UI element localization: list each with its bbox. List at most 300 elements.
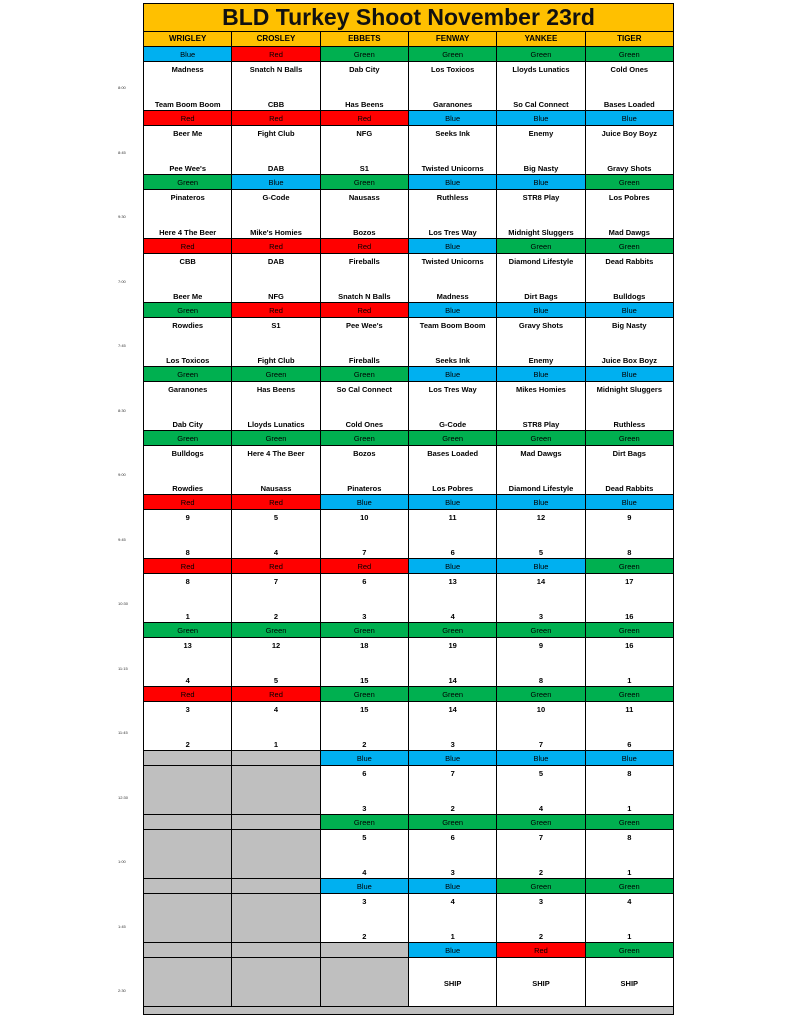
round-time-label: 12:30 [118,794,129,800]
field-header-row [143,32,674,47]
matchup-row [143,254,674,303]
matchup-cell [321,894,409,943]
round-time-label: 9:00 [118,472,126,477]
matchup-row [143,62,674,111]
team-color-cell: Red [321,239,409,254]
round-block [143,751,674,815]
matchup-cell [232,254,320,303]
team-color-cell: Red [144,239,232,254]
home-team: 19 [448,641,457,650]
team-color-cell: Green [321,47,409,62]
matchup-cell [144,62,232,111]
team-color-row [143,751,674,766]
matchup-cell [497,126,585,175]
home-team: 17 [625,577,634,586]
round-block [143,687,674,751]
team-color-cell: Green [497,47,585,62]
matchup-cell [409,894,497,943]
team-color-cell: Blue [409,879,497,894]
matchup-cell [232,446,320,495]
round-block [143,47,674,111]
team-color-cell: Red [144,559,232,574]
away-team: Madness [436,292,469,301]
team-color-cell: Blue [409,751,497,766]
matchup-cell [409,638,497,687]
away-team: 2 [362,932,367,941]
matchup-cell [586,830,674,879]
home-team: 11 [625,705,634,714]
away-team: Rowdies [172,484,204,493]
matchup-cell [144,766,232,815]
team-color-cell: Blue [497,495,585,510]
away-team: 5 [538,548,544,557]
home-team: DAB [267,257,285,266]
matchup-cell [497,446,585,495]
matchup-cell [321,318,409,367]
matchup-row [143,702,674,751]
matchup-cell [586,574,674,623]
home-team: STR8 Play [522,193,560,202]
team-color-cell: Green [497,879,585,894]
matchup-cell [586,510,674,559]
team-color-row [143,175,674,190]
team-color-cell: Green [586,879,674,894]
home-team: Pee Wee's [345,321,383,330]
team-color-cell: Red [497,943,585,958]
home-team: Twisted Unicorns [421,257,484,266]
team-color-row [143,303,674,318]
home-team: Mad Dawgs [520,449,562,458]
away-team: Garanones [433,100,473,109]
matchup-cell [409,446,497,495]
home-team: 11 [448,513,457,522]
round-block [143,175,674,239]
field-header: EBBETS [321,32,409,46]
away-team: 3 [450,740,455,749]
away-team: 2 [362,740,367,749]
home-team: Big Nasty [612,321,647,330]
away-team: Juice Box Boyz [601,356,658,365]
away-team: 6 [627,740,632,749]
away-team: 3 [362,804,367,813]
matchup-cell [321,254,409,303]
team-color-row [143,239,674,254]
matchup-cell [144,574,232,623]
matchup-cell [409,510,497,559]
away-team: 6 [450,548,455,557]
matchup-row [143,830,674,879]
home-team: Seeks Ink [435,129,470,138]
home-team: 7 [450,769,455,778]
home-team: Juice Boy Boyz [601,129,658,138]
team-color-cell: Blue [409,239,497,254]
field-header: FENWAY [409,32,497,46]
away-team: Cold Ones [345,420,384,429]
team-color-cell: Blue [497,559,585,574]
round-time-label: 8:45 [118,149,126,155]
away-team: Fight Club [257,356,295,365]
team-color-cell: Blue [321,879,409,894]
matchup-cell [321,446,409,495]
home-team: 5 [538,769,544,778]
matchup-cell [232,62,320,111]
home-team: Garanones [168,385,208,394]
away-team: Mike's Homies [250,228,302,237]
away-team: Lloyds Lunatics [247,420,305,429]
matchup-cell [144,318,232,367]
away-team: So Cal Connect [513,100,569,109]
matchup-cell [144,382,232,431]
team-color-cell [321,943,409,958]
team-color-cell: Green [586,815,674,830]
away-team: 14 [448,676,457,685]
matchup-cell [321,574,409,623]
team-color-cell: Green [144,431,232,446]
away-team: NFG [268,292,284,301]
matchup-cell [144,702,232,751]
matchup-cell [497,62,585,111]
home-team: Cold Ones [610,65,649,74]
home-team: 7 [538,833,544,842]
ship-label: SHIP [620,978,639,988]
home-team: 8 [627,769,632,778]
home-team: Bozos [353,449,376,458]
matchup-cell [232,830,320,879]
field-header: CROSLEY [232,32,320,46]
team-color-cell: Blue [409,559,497,574]
matchup-cell [144,510,232,559]
team-color-cell: Green [232,431,320,446]
away-team: 8 [538,676,544,685]
matchup-cell [497,510,585,559]
round-time-label: 1:00 [118,859,126,864]
home-team: Team Boom Boom [419,321,486,330]
team-color-cell: Red [321,559,409,574]
team-color-cell: Green [321,815,409,830]
matchup-cell [144,254,232,303]
away-team: 1 [273,740,279,749]
home-team: Gravy Shots [518,321,564,330]
matchup-cell [409,254,497,303]
matchup-cell [232,638,320,687]
home-team: CBB [179,257,196,266]
team-color-cell: Red [232,47,320,62]
matchup-cell [409,126,497,175]
matchup-cell [497,574,585,623]
team-color-row [143,495,674,510]
team-color-cell [232,815,320,830]
matchup-cell [232,574,320,623]
matchup-row [143,958,674,1007]
home-team: 12 [271,641,281,650]
round-time-label: 8:30 [118,407,126,413]
away-team: Enemy [528,356,554,365]
home-team: 8 [627,833,632,842]
round-time-label: 11:15 [118,665,128,671]
team-color-cell: Green [409,687,497,702]
round-block [143,431,674,495]
home-team: 13 [448,577,457,586]
home-team: Has Beens [256,385,296,394]
home-team: Bulldogs [171,449,204,458]
round-block [143,623,674,687]
away-team: 2 [185,740,190,749]
home-team: Madness [171,65,204,74]
team-color-row [143,47,674,62]
away-team: Pinateros [347,484,382,493]
team-color-cell: Red [232,687,320,702]
matchup-cell [409,766,497,815]
team-color-cell [144,751,232,766]
team-color-row [143,687,674,702]
team-color-cell: Red [321,111,409,126]
matchup-cell [497,190,585,239]
team-color-cell: Green [497,687,585,702]
team-color-cell: Green [586,687,674,702]
matchup-cell [586,382,674,431]
matchup-cell [409,62,497,111]
ship-label: SHIP [532,978,550,988]
matchup-cell [321,702,409,751]
matchup-cell [321,766,409,815]
team-color-cell [232,943,320,958]
home-team: 9 [185,513,190,522]
away-team: Nausass [260,484,292,493]
team-color-cell: Green [586,431,674,446]
matchup-cell [586,126,674,175]
team-color-cell: Green [409,623,497,638]
away-team: 4 [273,548,279,557]
matchup-cell [144,958,232,1007]
team-color-cell: Blue [586,303,674,318]
away-team: 1 [627,868,632,877]
home-team: Los Pobres [608,193,650,202]
home-team: Midnight Sluggers [596,385,663,394]
home-team: 3 [538,897,544,906]
home-team: 13 [183,641,192,650]
matchup-cell [409,958,497,1007]
home-team: S1 [271,321,281,330]
team-color-cell: Red [232,303,320,318]
matchup-cell [497,830,585,879]
matchup-row [143,126,674,175]
away-team: 1 [627,804,632,813]
home-team: Enemy [528,129,554,138]
home-team: 12 [536,513,546,522]
home-team: 9 [538,641,544,650]
team-color-cell: Green [497,239,585,254]
team-color-cell: Red [232,239,320,254]
round-block [143,111,674,175]
home-team: 9 [627,513,632,522]
home-team: Bases Loaded [427,449,479,458]
round-block [143,367,674,431]
round-time-label: 8:00 [118,85,126,90]
team-color-row [143,367,674,382]
matchup-cell [586,894,674,943]
away-team: 1 [627,676,632,685]
team-color-cell: Green [144,303,232,318]
home-team: 5 [273,513,279,522]
away-team: 7 [538,740,544,749]
home-team: 4 [273,705,279,714]
team-color-row [143,623,674,638]
matchup-cell [497,958,585,1007]
team-color-cell: Green [144,367,232,382]
home-team: Ruthless [436,193,469,202]
round-block [143,879,674,943]
team-color-cell: Green [321,367,409,382]
away-team: Midnight Sluggers [508,228,574,237]
away-team: Bozos [353,228,376,237]
matchup-cell [409,830,497,879]
home-team: 14 [536,577,546,586]
home-team: 10 [536,705,546,714]
home-team: 8 [185,577,190,586]
home-team: 16 [625,641,634,650]
round-time-label: 2:30 [118,988,126,993]
away-team: Gravy Shots [607,164,652,173]
team-color-cell: Blue [497,175,585,190]
team-color-cell: Red [144,111,232,126]
home-team: 7 [273,577,279,586]
away-team: STR8 Play [522,420,560,429]
matchup-cell [586,766,674,815]
team-color-cell: Blue [586,367,674,382]
team-color-cell [144,943,232,958]
away-team: 4 [185,676,190,685]
team-color-cell: Blue [409,175,497,190]
matchup-cell [232,702,320,751]
home-team: NFG [356,129,373,138]
matchup-cell [409,190,497,239]
matchup-cell [321,382,409,431]
away-team: 4 [450,612,455,621]
matchup-cell [586,446,674,495]
home-team: 6 [362,769,367,778]
round-time-label: 7:00 [118,278,126,284]
away-team: 4 [538,804,544,813]
team-color-cell: Green [497,623,585,638]
team-color-cell: Green [409,815,497,830]
team-color-cell: Green [321,687,409,702]
matchup-cell [232,126,320,175]
away-team: Ruthless [613,420,646,429]
away-team: Seeks Ink [435,356,470,365]
away-team: Fireballs [348,356,380,365]
team-color-cell [144,815,232,830]
team-color-cell: Blue [586,751,674,766]
matchup-cell [497,318,585,367]
team-color-cell: Blue [409,111,497,126]
away-team: 7 [362,548,367,557]
home-team: Here 4 The Beer [247,449,305,458]
away-team: 8 [627,548,632,557]
team-color-cell: Red [144,495,232,510]
team-color-cell: Green [497,815,585,830]
home-team: Snatch N Balls [249,65,303,74]
team-color-cell: Blue [321,495,409,510]
round-time-label: 1:45 [118,923,126,929]
field-header: YANKEE [497,32,585,46]
team-color-cell: Green [321,175,409,190]
matchup-row [143,382,674,431]
matchup-cell [232,766,320,815]
away-team: Here 4 The Beer [159,228,217,237]
team-color-cell: Green [497,431,585,446]
away-team: Los Pobres [432,484,474,493]
away-team: Team Boom Boom [154,100,221,109]
page-title: BLD Turkey Shoot November 23rd [143,3,674,32]
team-color-cell: Green [586,239,674,254]
matchup-cell [497,894,585,943]
away-team: CBB [267,100,285,109]
away-team: 2 [273,612,279,621]
away-team: Has Beens [345,100,384,109]
away-team: Pee Wee's [169,164,206,173]
home-team: Nausass [348,193,380,202]
matchup-cell [497,382,585,431]
team-color-cell: Green [586,47,674,62]
matchup-cell [586,254,674,303]
team-color-cell: Red [232,495,320,510]
away-team: 2 [450,804,455,813]
team-color-cell: Green [586,943,674,958]
team-color-cell: Blue [586,111,674,126]
away-team: 8 [185,548,190,557]
round-time-label: 11:45 [118,730,128,735]
team-color-row [143,943,674,958]
away-team: Bases Loaded [603,100,655,109]
away-team: 2 [538,932,544,941]
round-time-label: 7:45 [118,343,126,348]
team-color-cell: Blue [497,751,585,766]
home-team: Fireballs [348,257,380,266]
team-color-cell: Green [144,623,232,638]
home-team: Los Toxicos [431,65,475,74]
team-color-cell: Green [586,559,674,574]
team-color-cell: Green [232,623,320,638]
away-team: Dirt Bags [524,292,558,301]
away-team: DAB [267,164,285,173]
away-team: 1 [185,612,190,621]
matchup-cell [409,318,497,367]
home-team: G-Code [262,193,290,202]
home-team: Rowdies [172,321,204,330]
team-color-cell: Red [232,111,320,126]
rounds-container [143,47,674,1007]
away-team: S1 [359,164,369,173]
home-team: 3 [362,897,367,906]
matchup-cell [321,958,409,1007]
away-team: 3 [362,612,367,621]
team-color-cell: Green [409,431,497,446]
team-color-cell: Red [321,303,409,318]
team-color-cell: Blue [497,303,585,318]
team-color-cell: Green [144,175,232,190]
away-team: Diamond Lifestyle [508,484,574,493]
matchup-cell [497,254,585,303]
home-team: Los Tres Way [428,385,477,394]
home-team: 6 [450,833,455,842]
team-color-row [143,815,674,830]
home-team: Lloyds Lunatics [512,65,570,74]
matchup-cell [321,510,409,559]
team-color-row [143,431,674,446]
away-team: 1 [450,932,455,941]
team-color-cell: Blue [497,367,585,382]
matchup-cell [321,638,409,687]
